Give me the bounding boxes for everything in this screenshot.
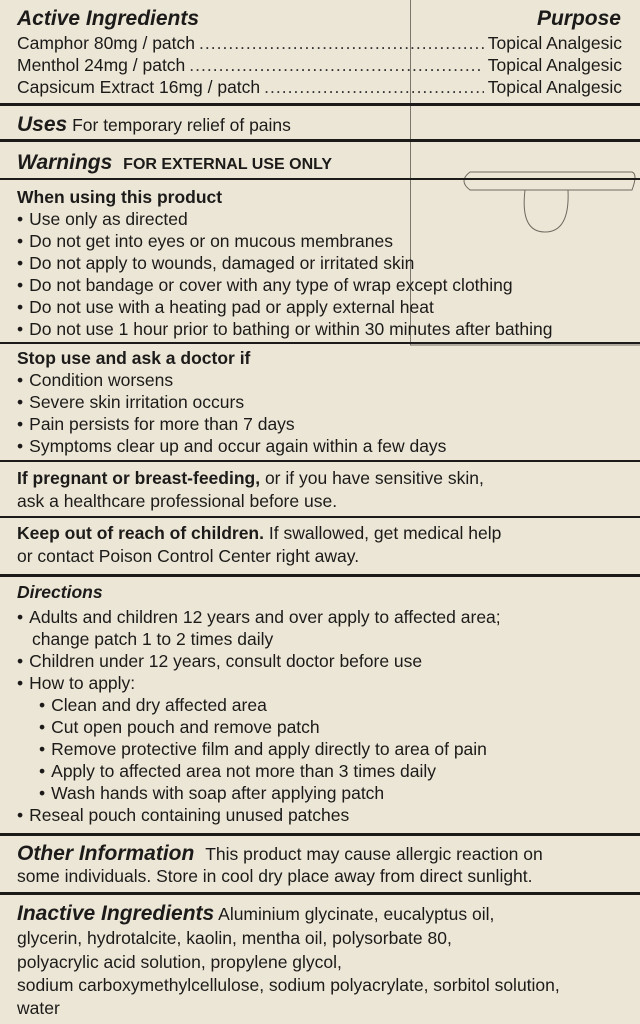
inactive-text: polyacrylic acid solution, propylene glycol, — [17, 952, 342, 972]
list-item: • Do not bandage or cover with any type of wrap except clothing — [17, 275, 513, 296]
other-information — [17, 842, 543, 866]
list-item: • Do not use with a heating pad or apply external heat — [17, 297, 434, 318]
ingredient-purpose: Topical Analgesic — [487, 33, 622, 53]
sub-list-item: • Clean and dry affected area — [39, 695, 267, 716]
inactive-text: Aluminium glycinate, eucalyptus oil, — [218, 904, 495, 924]
section-divider — [0, 178, 640, 180]
sub-list-item: • Cut open pouch and remove patch — [39, 717, 320, 738]
list-item: • Pain persists for more than 7 days — [17, 414, 295, 435]
directions-heading: Directions — [17, 582, 103, 602]
list-item: • Children under 12 years, consult doctor before use — [17, 651, 422, 672]
list-item-continuation: change patch 1 to 2 times daily — [32, 629, 274, 649]
inactive-text: water — [17, 998, 60, 1018]
section-divider — [0, 892, 640, 895]
list-item: • Symptoms clear up and occur again within a few days — [17, 436, 446, 457]
active-ingredients-heading: Active Ingredients — [17, 7, 200, 30]
stop-use-heading: Stop use and ask a doctor if — [17, 348, 251, 368]
list-item: • Do not use 1 hour prior to bathing or within 30 minutes after bathing — [17, 319, 553, 340]
section-divider — [0, 516, 640, 518]
ingredient-name: Menthol 24mg / patch — [17, 55, 186, 75]
pregnant-bold: If pregnant or breast-feeding, — [17, 468, 261, 488]
section-divider — [0, 574, 640, 577]
inactive-text: sodium carboxymethylcellulose, sodium polyacrylate, sorbitol solution, — [17, 975, 560, 995]
section-divider — [0, 103, 640, 106]
ingredient-name: Camphor 80mg / patch — [17, 33, 196, 53]
sub-list-item: • Remove protective film and apply directly to area of pain — [39, 739, 487, 760]
list-item: • How to apply: — [17, 673, 135, 694]
list-item: • Condition worsens — [17, 370, 173, 391]
other-info-heading: Other Information — [17, 842, 195, 865]
uses-section — [17, 113, 291, 137]
when-using-heading: When using this product — [17, 187, 223, 207]
children-text-2: or contact Poison Control Center right away. — [17, 546, 360, 566]
uses-text: For temporary relief of pains — [72, 115, 291, 135]
inactive-ingredients — [17, 902, 494, 926]
uses-heading: Uses — [17, 113, 68, 136]
warnings-heading-line — [17, 151, 332, 175]
section-divider — [0, 460, 640, 462]
list-item: • Adults and children 12 years and over apply to affected area; — [17, 607, 501, 628]
children-bold: Keep out of reach of children. — [17, 523, 264, 543]
pregnant-text: or if you have sensitive skin, — [264, 468, 484, 488]
sub-list-item: • Wash hands with soap after applying patch — [39, 783, 384, 804]
section-divider — [0, 833, 640, 836]
ingredient-purpose: Topical Analgesic — [487, 55, 622, 75]
purpose-heading: Purpose — [536, 7, 621, 30]
section-divider — [0, 342, 640, 344]
pregnant-text-2: ask a healthcare professional before use. — [17, 491, 338, 511]
section-divider — [0, 139, 640, 142]
children-text: If swallowed, get medical help — [268, 523, 502, 543]
sub-list-item: • Apply to affected area not more than 3 times daily — [39, 761, 436, 782]
other-info-text-2: some individuals. Store in cool dry place away from direct sunlight. — [17, 866, 533, 886]
inactive-text: glycerin, hydrotalcite, kaolin, mentha oil, polysorbate 80, — [17, 928, 452, 948]
ingredient-purpose: Topical Analgesic — [487, 77, 622, 97]
other-info-text: This product may cause allergic reaction on — [205, 844, 543, 864]
ingredient-row — [17, 55, 622, 76]
inactive-heading: Inactive Ingredients — [17, 902, 215, 925]
pregnant-warning — [17, 468, 484, 489]
ingredient-row — [17, 33, 622, 54]
external-use-label: FOR EXTERNAL USE ONLY — [123, 156, 333, 173]
warnings-heading: Warnings — [17, 151, 113, 174]
list-item: • Do not apply to wounds, damaged or irritated skin — [17, 253, 414, 274]
ingredient-name: Capsicum Extract 16mg / patch — [17, 77, 261, 97]
list-item: • Do not get into eyes or on mucous membranes — [17, 231, 393, 252]
ingredient-row — [17, 77, 622, 98]
children-warning — [17, 523, 501, 544]
list-item: • Use only as directed — [17, 209, 188, 230]
list-item: • Reseal pouch containing unused patches — [17, 805, 349, 826]
list-item: • Severe skin irritation occurs — [17, 392, 244, 413]
